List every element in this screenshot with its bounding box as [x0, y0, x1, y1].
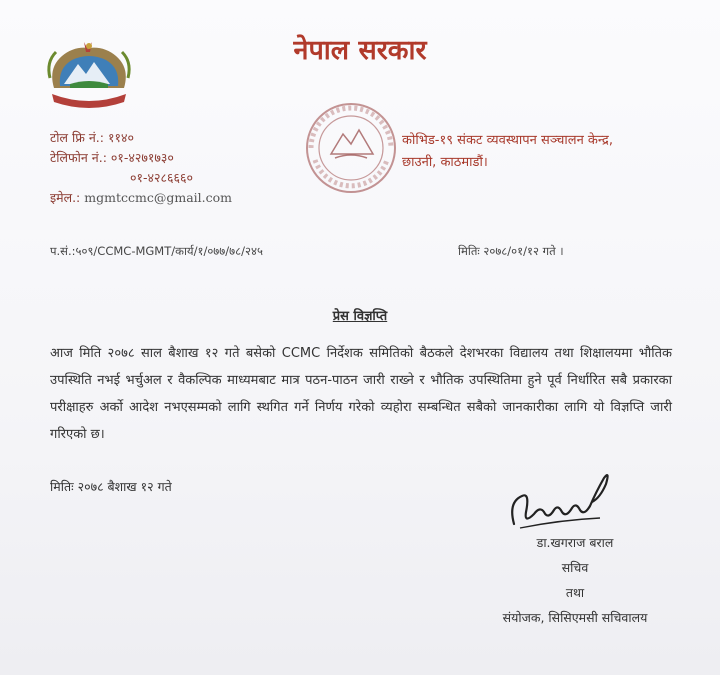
- notice-body: आज मिति २०७८ साल बैशाख १२ गते बसेको CCMC निर्देशक समितिको बैठकले देशभरका विद्यालय तथा शिक्षालयमा भौतिक उपस्थिति नभई भर्चुअल र वैकल्पिक माध्यमबाट मात्र पठन-पाठन जारी राख्ने र भौतिक उपस्थितिमा हुने पूर्व निर्धारित सबै प्रकारका परीक्षाहरु अर्को आदेश नभएसम्मको लागि स्थगित गर्ने निर्णय गरेको व्यहोरा सम्बन्धित सबैको जानकारीका लागि यो विज्ञप्ति जारी गरिएको छ।: [50, 346, 672, 442]
- signatory-designation: सचिव: [561, 560, 589, 575]
- signatory-role: संयोजक, सिसिएमसी सचिवालय: [502, 610, 648, 625]
- tollfree-value: ११४०: [107, 130, 134, 145]
- reference-number: प.सं.:५०९/CCMC-MGMT/कार्य/१/०७७/७८/२४५: [50, 244, 263, 258]
- center-name-line-1: कोभिड-१९ संकट व्यवस्थापन सञ्चालन केन्द्र,: [402, 133, 613, 148]
- tollfree-label: टोल फ्रि नं.:: [50, 130, 104, 145]
- notice-date: मितिः २०७८ बैशाख १२ गते: [50, 479, 172, 494]
- signatory-block: [470, 530, 680, 630]
- contact-block: [50, 128, 232, 208]
- email-label: इमेल.:: [50, 190, 81, 205]
- email-value: mgmtccmc@gmail.com: [84, 190, 233, 205]
- phone-value-1: ०१-४२७१७३०: [110, 150, 174, 165]
- signatory-conjunction: तथा: [565, 585, 585, 600]
- phone-value-2: ०१-४२८६६६०: [130, 170, 194, 185]
- official-stamp-icon: [297, 98, 405, 200]
- press-release-title: प्रेस विज्ञप्ति: [332, 309, 388, 324]
- government-title: नेपाल सरकार: [293, 35, 427, 66]
- phone-label: टेलिफोन नं.:: [50, 150, 107, 165]
- center-name: [402, 130, 692, 174]
- tollfree-row: [50, 128, 232, 148]
- signature-icon: [500, 462, 620, 536]
- phone-row: [50, 148, 232, 168]
- center-name-line-2: छाउनी, काठमाडौं।: [402, 155, 488, 170]
- email-row: [50, 188, 232, 208]
- signatory-name: डा.खगराज बराल: [536, 535, 614, 550]
- issue-date: मितिः २०७८/०१/१२ गते ।: [458, 244, 564, 258]
- phone-row-2: [50, 168, 232, 188]
